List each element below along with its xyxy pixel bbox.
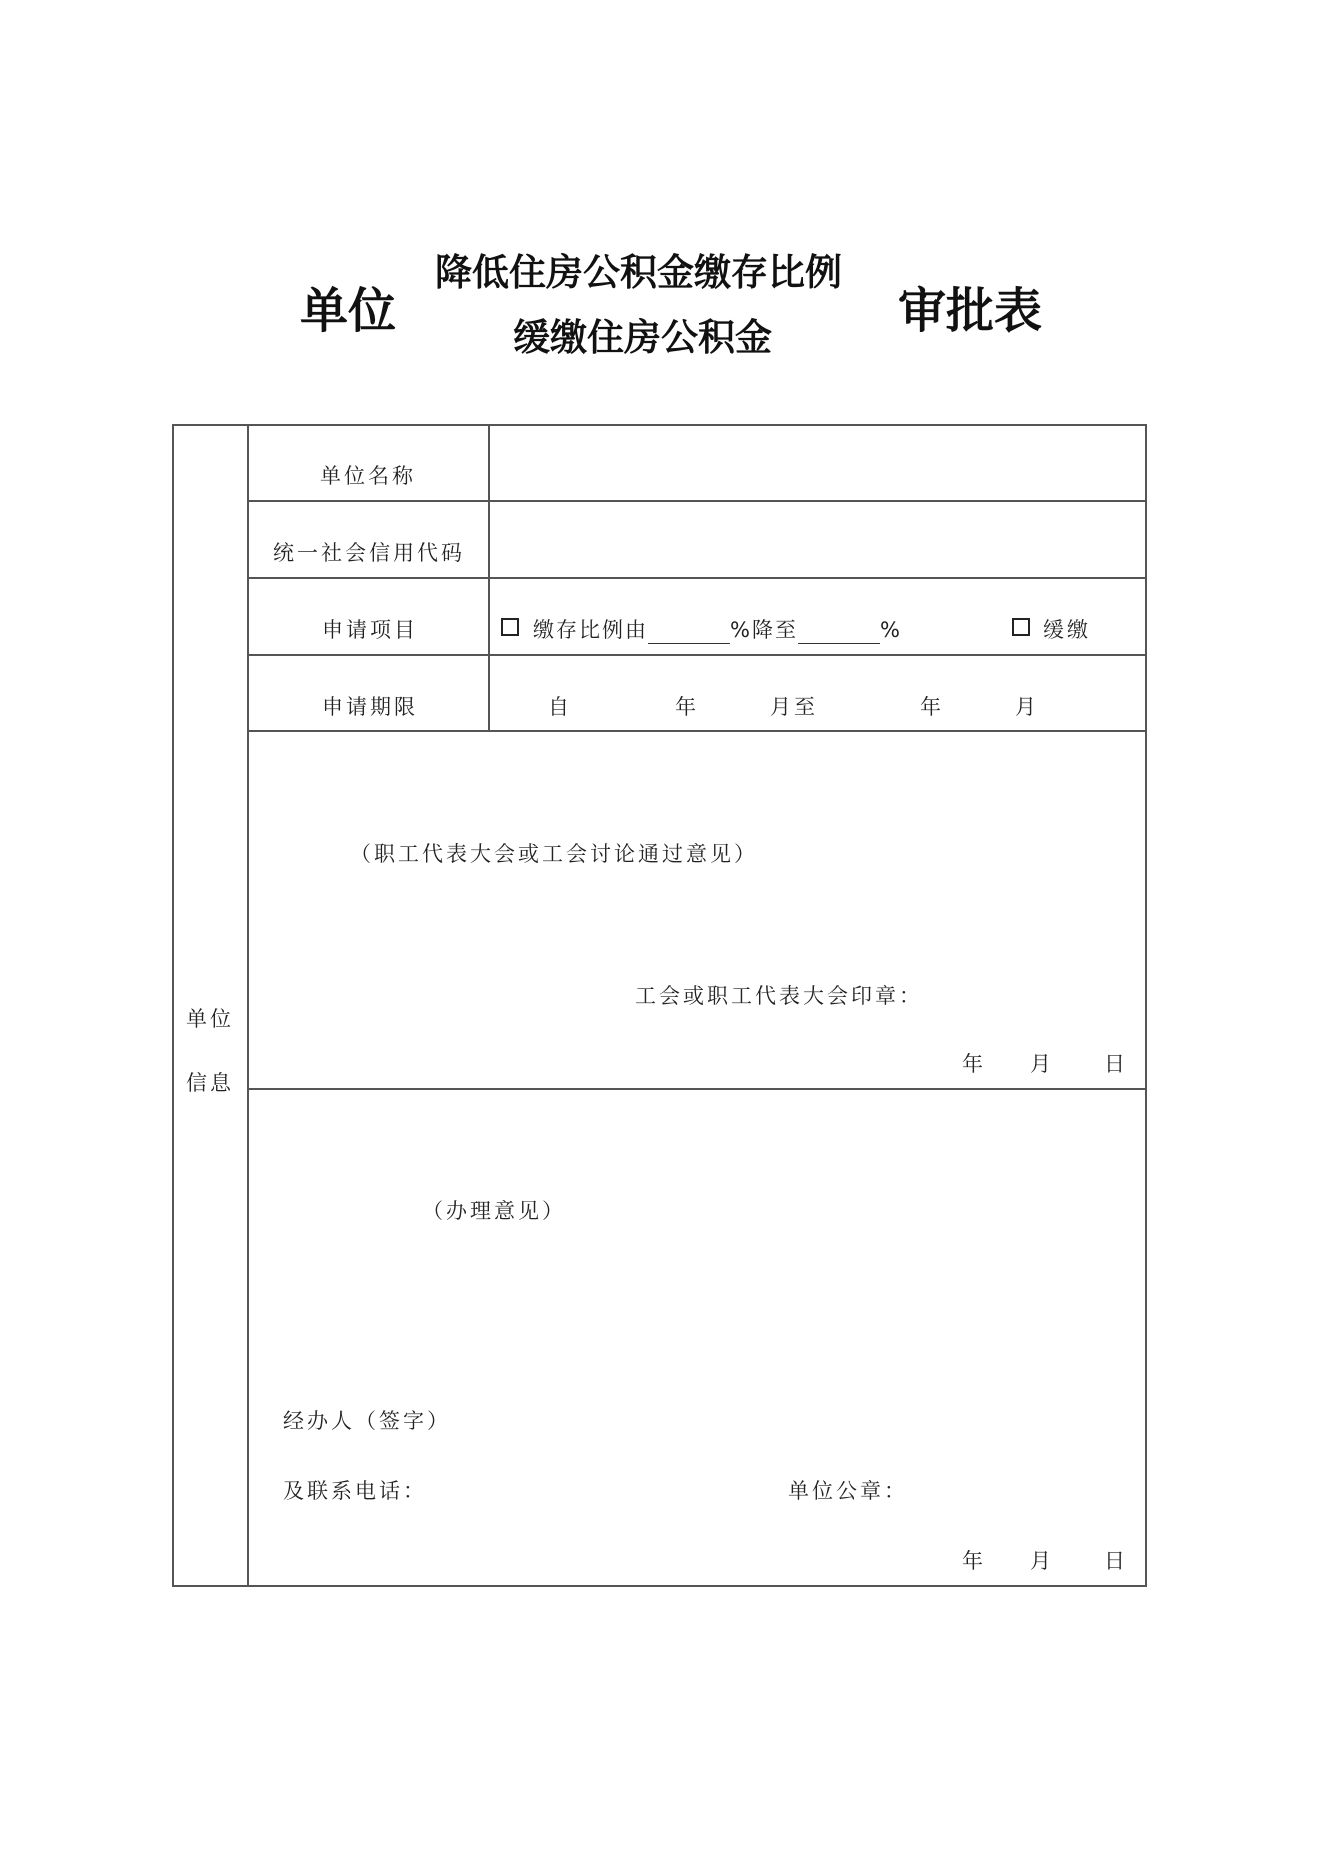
defer-checkbox[interactable] xyxy=(1012,618,1030,636)
title-suffix: 审批表 xyxy=(898,283,1043,339)
title-option-reduce: 降低住房公积金缴存比例 xyxy=(435,250,842,294)
reduce-ratio-checkbox[interactable] xyxy=(501,618,519,636)
handler-phone-label: 及联系电话： xyxy=(283,1479,427,1503)
row-divider-2 xyxy=(247,577,1147,579)
reduce-ratio-text-1: 缴存比例由 xyxy=(533,618,648,642)
row-divider-5 xyxy=(247,1088,1147,1090)
union-date-month: 月 xyxy=(1030,1052,1054,1076)
union-date-day: 日 xyxy=(1104,1052,1128,1076)
table-border-top xyxy=(172,424,1147,426)
title-prefix: 单位 xyxy=(300,283,397,339)
union-date-year: 年 xyxy=(962,1052,986,1076)
handling-date-day: 日 xyxy=(1104,1549,1128,1573)
union-opinion-hint: （职工代表大会或工会讨论通过意见） xyxy=(350,842,758,866)
handling-date-year: 年 xyxy=(962,1549,986,1573)
period-from-text: 自 xyxy=(548,695,572,719)
title-option-defer: 缓缴住房公积金 xyxy=(513,315,772,359)
handling-date-month: 月 xyxy=(1030,1549,1054,1573)
unit-seal-label: 单位公章： xyxy=(788,1479,908,1503)
table-border-right xyxy=(1145,424,1147,1587)
apply-item-label: 申请项目 xyxy=(322,618,418,642)
side-label-unit: 单位 xyxy=(186,1007,234,1031)
reduce-from-blank[interactable] xyxy=(648,623,730,644)
credit-code-label: 统一社会信用代码 xyxy=(273,541,465,565)
table-border-left xyxy=(172,424,174,1587)
reduce-ratio-text-2: %降至 xyxy=(730,618,798,642)
row-divider-4 xyxy=(247,730,1147,732)
handler-signature-label: 经办人（签字） xyxy=(283,1409,451,1433)
reduce-ratio-text-3: % xyxy=(879,618,902,642)
period-month-2: 月 xyxy=(1015,695,1039,719)
row-divider-1 xyxy=(247,500,1147,502)
union-seal-label: 工会或职工代表大会印章： xyxy=(635,984,923,1008)
unit-name-label: 单位名称 xyxy=(320,464,416,488)
table-border-bottom xyxy=(172,1585,1147,1587)
apply-period-label: 申请期限 xyxy=(322,695,418,719)
period-year-1: 年 xyxy=(675,695,699,719)
defer-option-label: 缓缴 xyxy=(1043,618,1091,642)
row-divider-3 xyxy=(247,654,1147,656)
reduce-ratio-option xyxy=(533,614,902,644)
side-column-divider xyxy=(247,424,249,1587)
handling-opinion-hint: （办理意见） xyxy=(422,1199,566,1223)
period-year-2: 年 xyxy=(920,695,944,719)
side-label-info: 信息 xyxy=(186,1071,234,1095)
period-month-to: 月至 xyxy=(770,695,818,719)
reduce-to-blank[interactable] xyxy=(798,623,880,644)
